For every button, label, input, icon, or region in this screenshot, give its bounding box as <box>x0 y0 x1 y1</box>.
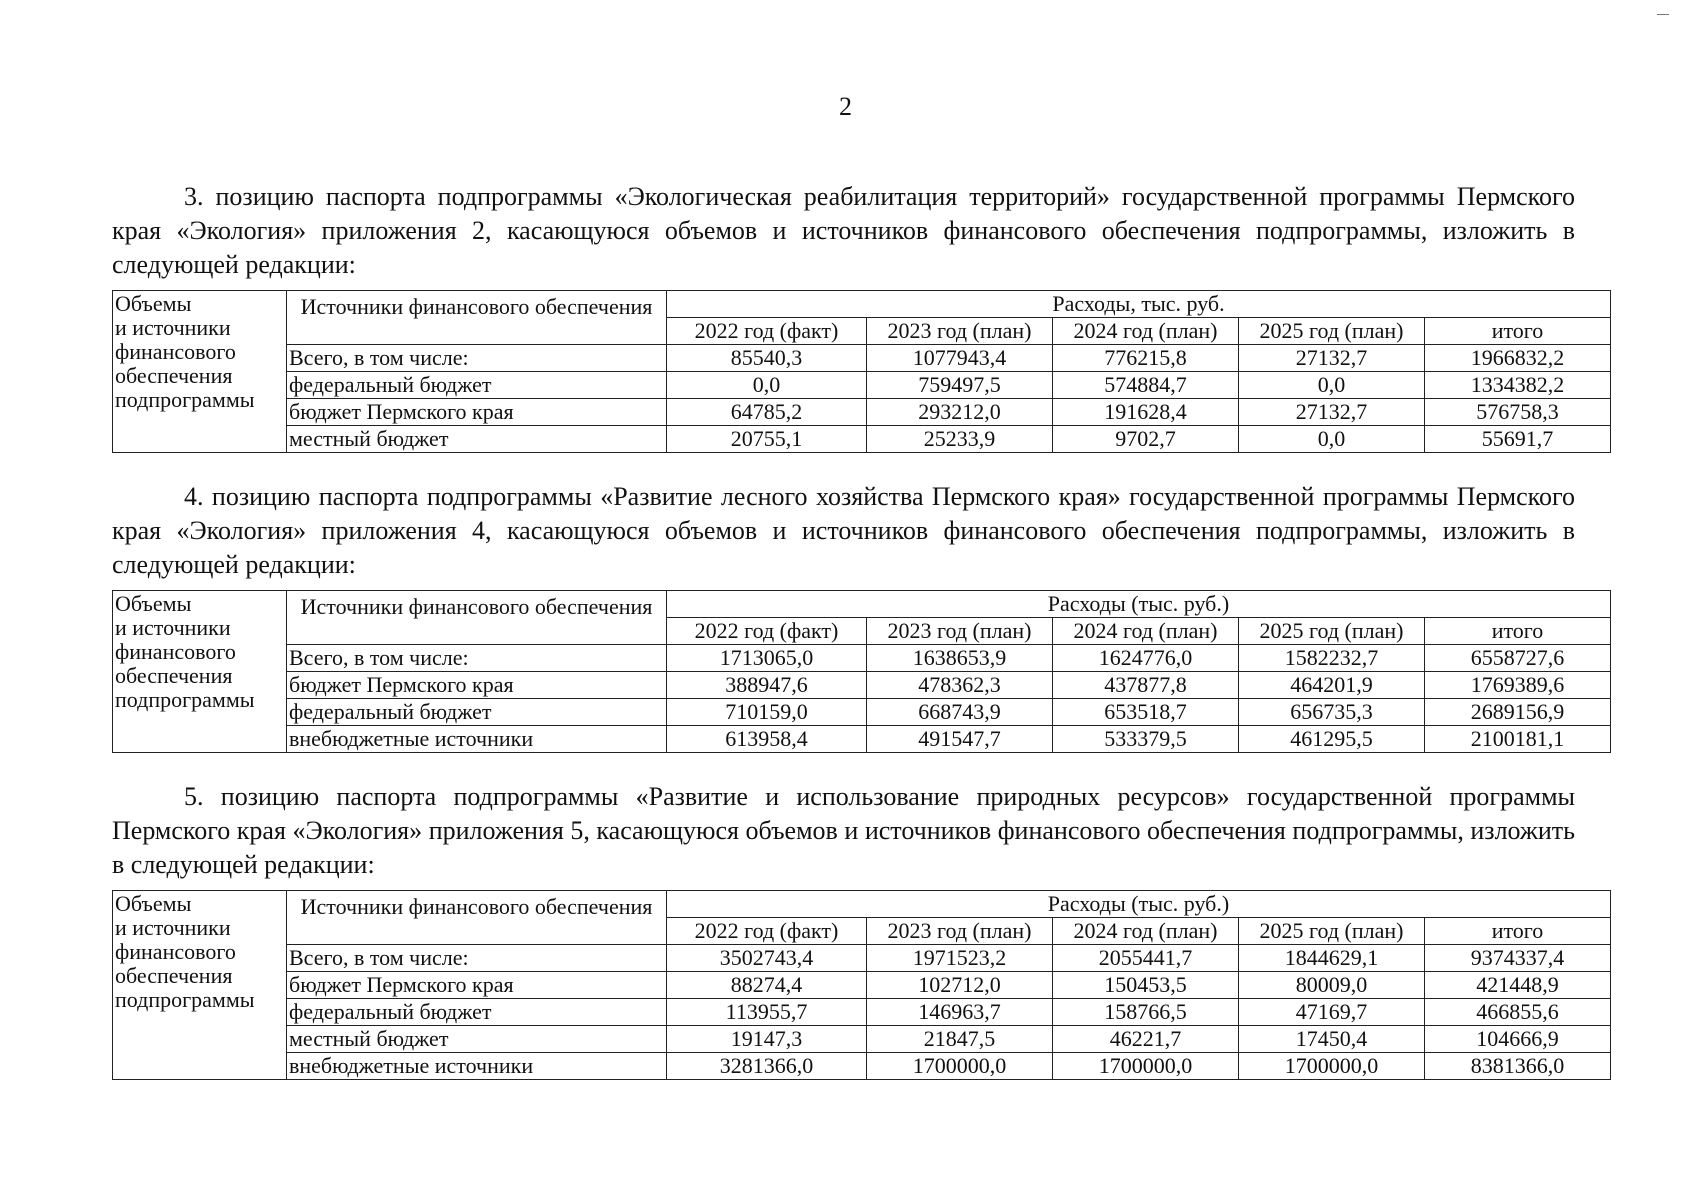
value-cell: 9374337,4 <box>1425 945 1611 972</box>
value-cell: 104666,9 <box>1425 1026 1611 1053</box>
value-cell: 21847,5 <box>867 1026 1053 1053</box>
label-line: обеспечения <box>115 963 233 988</box>
value-cell: 461295,5 <box>1239 726 1425 753</box>
value-cell: 2055441,7 <box>1053 945 1239 972</box>
value-cell: 466855,6 <box>1425 999 1611 1026</box>
year-header: 2023 год (план) <box>867 618 1053 645</box>
source-name: Всего, в том числе: <box>287 345 667 372</box>
section-natural-resources <box>112 780 1575 882</box>
table-row <box>113 672 1611 699</box>
year-header: 2022 год (факт) <box>667 318 867 345</box>
value-cell: 146963,7 <box>867 999 1053 1026</box>
section-forestry <box>112 480 1575 582</box>
table-wrapper-section-4 <box>112 590 1575 753</box>
label-line: и источники <box>115 315 231 340</box>
label-line: обеспечения <box>115 663 233 688</box>
value-cell: 1971523,2 <box>867 945 1053 972</box>
sources-header: Источники финансового обеспечения <box>287 591 667 645</box>
value-cell: 19147,3 <box>667 1026 867 1053</box>
year-header: 2025 год (план) <box>1239 918 1425 945</box>
value-cell: 0,0 <box>667 372 867 399</box>
value-cell: 158766,5 <box>1053 999 1239 1026</box>
section-ecological-rehabilitation <box>112 180 1575 282</box>
year-header: 2023 год (план) <box>867 318 1053 345</box>
table-row <box>113 399 1611 426</box>
paragraph-text: 3. позицию паспорта подпрограммы «Экологическая реабилитация территорий» государственной программы Пермского края «Экология» приложения 2, касающуюся объемов и источников финансового обеспечения подпрограммы, изложить в следующей редакции: <box>112 182 1575 279</box>
financing-table <box>112 890 1611 1080</box>
source-name: местный бюджет <box>287 1026 667 1053</box>
table-row <box>113 726 1611 753</box>
source-name: федеральный бюджет <box>287 699 667 726</box>
value-cell: 55691,7 <box>1425 426 1611 453</box>
table-row <box>113 426 1611 453</box>
sources-header: Источники финансового обеспечения <box>287 291 667 345</box>
value-cell: 613958,4 <box>667 726 867 753</box>
value-cell: 20755,1 <box>667 426 867 453</box>
volumes-label-cell <box>113 591 287 753</box>
label-line: подпрограммы <box>115 987 255 1012</box>
expenses-header: Расходы, тыс. руб. <box>667 291 1611 318</box>
volumes-label-cell <box>113 291 287 453</box>
table-row <box>113 345 1611 372</box>
total-header: итого <box>1425 918 1611 945</box>
value-cell: 464201,9 <box>1239 672 1425 699</box>
value-cell: 1582232,7 <box>1239 645 1425 672</box>
year-header: 2025 год (план) <box>1239 318 1425 345</box>
page-number: 2 <box>839 92 852 121</box>
sources-header: Источники финансового обеспечения <box>287 891 667 945</box>
table-row <box>113 1053 1611 1080</box>
value-cell: 0,0 <box>1239 426 1425 453</box>
table-row <box>113 972 1611 999</box>
value-cell: 9702,7 <box>1053 426 1239 453</box>
total-header: итого <box>1425 618 1611 645</box>
value-cell: 1334382,2 <box>1425 372 1611 399</box>
value-cell: 8381366,0 <box>1425 1053 1611 1080</box>
table-row <box>113 372 1611 399</box>
source-name: внебюджетные источники <box>287 1053 667 1080</box>
value-cell: 102712,0 <box>867 972 1053 999</box>
volumes-label-cell <box>113 891 287 1080</box>
value-cell: 1624776,0 <box>1053 645 1239 672</box>
source-name: федеральный бюджет <box>287 999 667 1026</box>
section-paragraph <box>112 780 1575 882</box>
value-cell: 27132,7 <box>1239 345 1425 372</box>
value-cell: 27132,7 <box>1239 399 1425 426</box>
value-cell: 533379,5 <box>1053 726 1239 753</box>
value-cell: 191628,4 <box>1053 399 1239 426</box>
value-cell: 1077943,4 <box>867 345 1053 372</box>
label-line: подпрограммы <box>115 687 255 712</box>
year-header: 2025 год (план) <box>1239 618 1425 645</box>
value-cell: 491547,7 <box>867 726 1053 753</box>
label-line: обеспечения <box>115 363 233 388</box>
table-wrapper-section-3 <box>112 290 1575 453</box>
year-header: 2022 год (факт) <box>667 618 867 645</box>
label-line: финансового <box>115 939 236 964</box>
value-cell: 574884,7 <box>1053 372 1239 399</box>
value-cell: 653518,7 <box>1053 699 1239 726</box>
source-name: бюджет Пермского края <box>287 399 667 426</box>
section-paragraph <box>112 480 1575 582</box>
value-cell: 6558727,6 <box>1425 645 1611 672</box>
table-row <box>113 645 1611 672</box>
table-row <box>113 699 1611 726</box>
scan-edge-mark <box>1657 14 1669 15</box>
value-cell: 776215,8 <box>1053 345 1239 372</box>
value-cell: 1769389,6 <box>1425 672 1611 699</box>
year-header: 2024 год (план) <box>1053 318 1239 345</box>
value-cell: 17450,4 <box>1239 1026 1425 1053</box>
value-cell: 3502743,4 <box>667 945 867 972</box>
value-cell: 2100181,1 <box>1425 726 1611 753</box>
value-cell: 1700000,0 <box>1239 1053 1425 1080</box>
value-cell: 85540,3 <box>667 345 867 372</box>
value-cell: 113955,7 <box>667 999 867 1026</box>
value-cell: 656735,3 <box>1239 699 1425 726</box>
value-cell: 437877,8 <box>1053 672 1239 699</box>
value-cell: 88274,4 <box>667 972 867 999</box>
label-line: Объемы <box>115 291 192 316</box>
label-line: финансового <box>115 339 236 364</box>
table-wrapper-section-5 <box>112 890 1575 1080</box>
table-row <box>113 945 1611 972</box>
paragraph-text: 5. позицию паспорта подпрограммы «Развитие и использование природных ресурсов» государственной программы Пермского края «Экология» приложения 5, касающуюся объемов и источников финансового обеспечения подпрограммы, изложить в следующей редакции: <box>112 782 1575 879</box>
value-cell: 421448,9 <box>1425 972 1611 999</box>
value-cell: 25233,9 <box>867 426 1053 453</box>
value-cell: 1700000,0 <box>867 1053 1053 1080</box>
table-row <box>113 999 1611 1026</box>
value-cell: 3281366,0 <box>667 1053 867 1080</box>
label-line: Объемы <box>115 591 192 616</box>
financing-table <box>112 290 1611 453</box>
value-cell: 759497,5 <box>867 372 1053 399</box>
value-cell: 1713065,0 <box>667 645 867 672</box>
value-cell: 47169,7 <box>1239 999 1425 1026</box>
label-line: и источники <box>115 615 231 640</box>
value-cell: 150453,5 <box>1053 972 1239 999</box>
source-name: Всего, в том числе: <box>287 945 667 972</box>
value-cell: 293212,0 <box>867 399 1053 426</box>
value-cell: 1966832,2 <box>1425 345 1611 372</box>
source-name: бюджет Пермского края <box>287 672 667 699</box>
value-cell: 668743,9 <box>867 699 1053 726</box>
table-row <box>113 1026 1611 1053</box>
value-cell: 46221,7 <box>1053 1026 1239 1053</box>
source-name: федеральный бюджет <box>287 372 667 399</box>
total-header: итого <box>1425 318 1611 345</box>
label-line: Объемы <box>115 891 192 916</box>
value-cell: 576758,3 <box>1425 399 1611 426</box>
source-name: местный бюджет <box>287 426 667 453</box>
label-line: подпрограммы <box>115 387 255 412</box>
value-cell: 1700000,0 <box>1053 1053 1239 1080</box>
paragraph-text: 4. позицию паспорта подпрограммы «Развитие лесного хозяйства Пермского края» государственной программы Пермского края «Экология» приложения 4, касающуюся объемов и источников финансового обеспечения подпрограммы, изложить в следующей редакции: <box>112 482 1575 579</box>
value-cell: 478362,3 <box>867 672 1053 699</box>
value-cell: 710159,0 <box>667 699 867 726</box>
section-paragraph <box>112 180 1575 282</box>
label-line: и источники <box>115 915 231 940</box>
label-line: финансового <box>115 639 236 664</box>
value-cell: 2689156,9 <box>1425 699 1611 726</box>
expenses-header: Расходы (тыс. руб.) <box>667 591 1611 618</box>
financing-table <box>112 590 1611 753</box>
value-cell: 1844629,1 <box>1239 945 1425 972</box>
expenses-header: Расходы (тыс. руб.) <box>667 891 1611 918</box>
value-cell: 0,0 <box>1239 372 1425 399</box>
year-header: 2023 год (план) <box>867 918 1053 945</box>
source-name: внебюджетные источники <box>287 726 667 753</box>
year-header: 2022 год (факт) <box>667 918 867 945</box>
value-cell: 1638653,9 <box>867 645 1053 672</box>
value-cell: 64785,2 <box>667 399 867 426</box>
year-header: 2024 год (план) <box>1053 618 1239 645</box>
value-cell: 80009,0 <box>1239 972 1425 999</box>
source-name: бюджет Пермского края <box>287 972 667 999</box>
value-cell: 388947,6 <box>667 672 867 699</box>
source-name: Всего, в том числе: <box>287 645 667 672</box>
year-header: 2024 год (план) <box>1053 918 1239 945</box>
